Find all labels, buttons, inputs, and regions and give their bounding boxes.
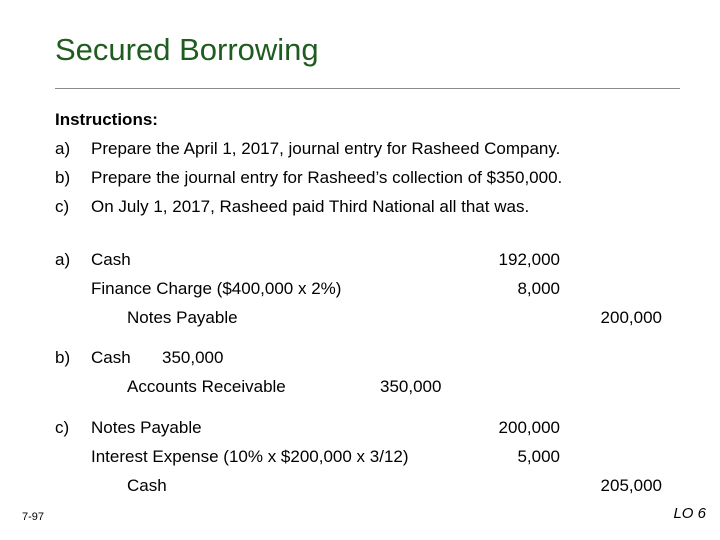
entry-b-account-1: Cash — [91, 348, 131, 367]
entry-b-credit-2: 350,000 — [380, 377, 442, 396]
slide-number: 7-97 — [22, 511, 45, 523]
title-divider — [55, 88, 680, 89]
learning-objective: LO 6 — [673, 505, 706, 522]
entry-c-account-2: Interest Expense (10% x $200,000 x 3/12) — [91, 447, 409, 466]
instructions-heading: Instructions: — [55, 110, 158, 129]
instruction-label-c: c) — [55, 197, 70, 216]
entry-c-label: c) — [55, 418, 70, 437]
entry-b-debit-1: 350,000 — [162, 348, 224, 367]
entry-a-account-2: Finance Charge ($400,000 x 2%) — [91, 279, 342, 298]
instruction-label-b: b) — [55, 168, 71, 187]
entry-a-account-1: Cash — [91, 250, 131, 269]
entry-c-debit-2: 5,000 — [517, 447, 560, 466]
entry-c-credit-3: 205,000 — [600, 476, 662, 495]
entry-c-account-3: Cash — [127, 476, 167, 495]
entry-c-account-1: Notes Payable — [91, 418, 202, 437]
entry-a-label: a) — [55, 250, 71, 269]
slide-title: Secured Borrowing — [55, 32, 319, 67]
instruction-text-c: On July 1, 2017, Rasheed paid Third National all that was. — [91, 197, 530, 216]
instruction-label-a: a) — [55, 139, 71, 158]
entry-a-account-3: Notes Payable — [127, 308, 238, 327]
instruction-text-a: Prepare the April 1, 2017, journal entry for Rasheed Company. — [91, 139, 561, 158]
entry-a-credit-3: 200,000 — [600, 308, 662, 327]
entry-b-account-2: Accounts Receivable — [127, 377, 286, 396]
entry-a-debit-2: 8,000 — [517, 279, 560, 298]
instruction-text-b: Prepare the journal entry for Rasheed’s collection of $350,000. — [91, 168, 563, 187]
entry-b-label: b) — [55, 348, 71, 367]
entry-a-debit-1: 192,000 — [498, 250, 560, 269]
entry-c-debit-1: 200,000 — [498, 418, 560, 437]
